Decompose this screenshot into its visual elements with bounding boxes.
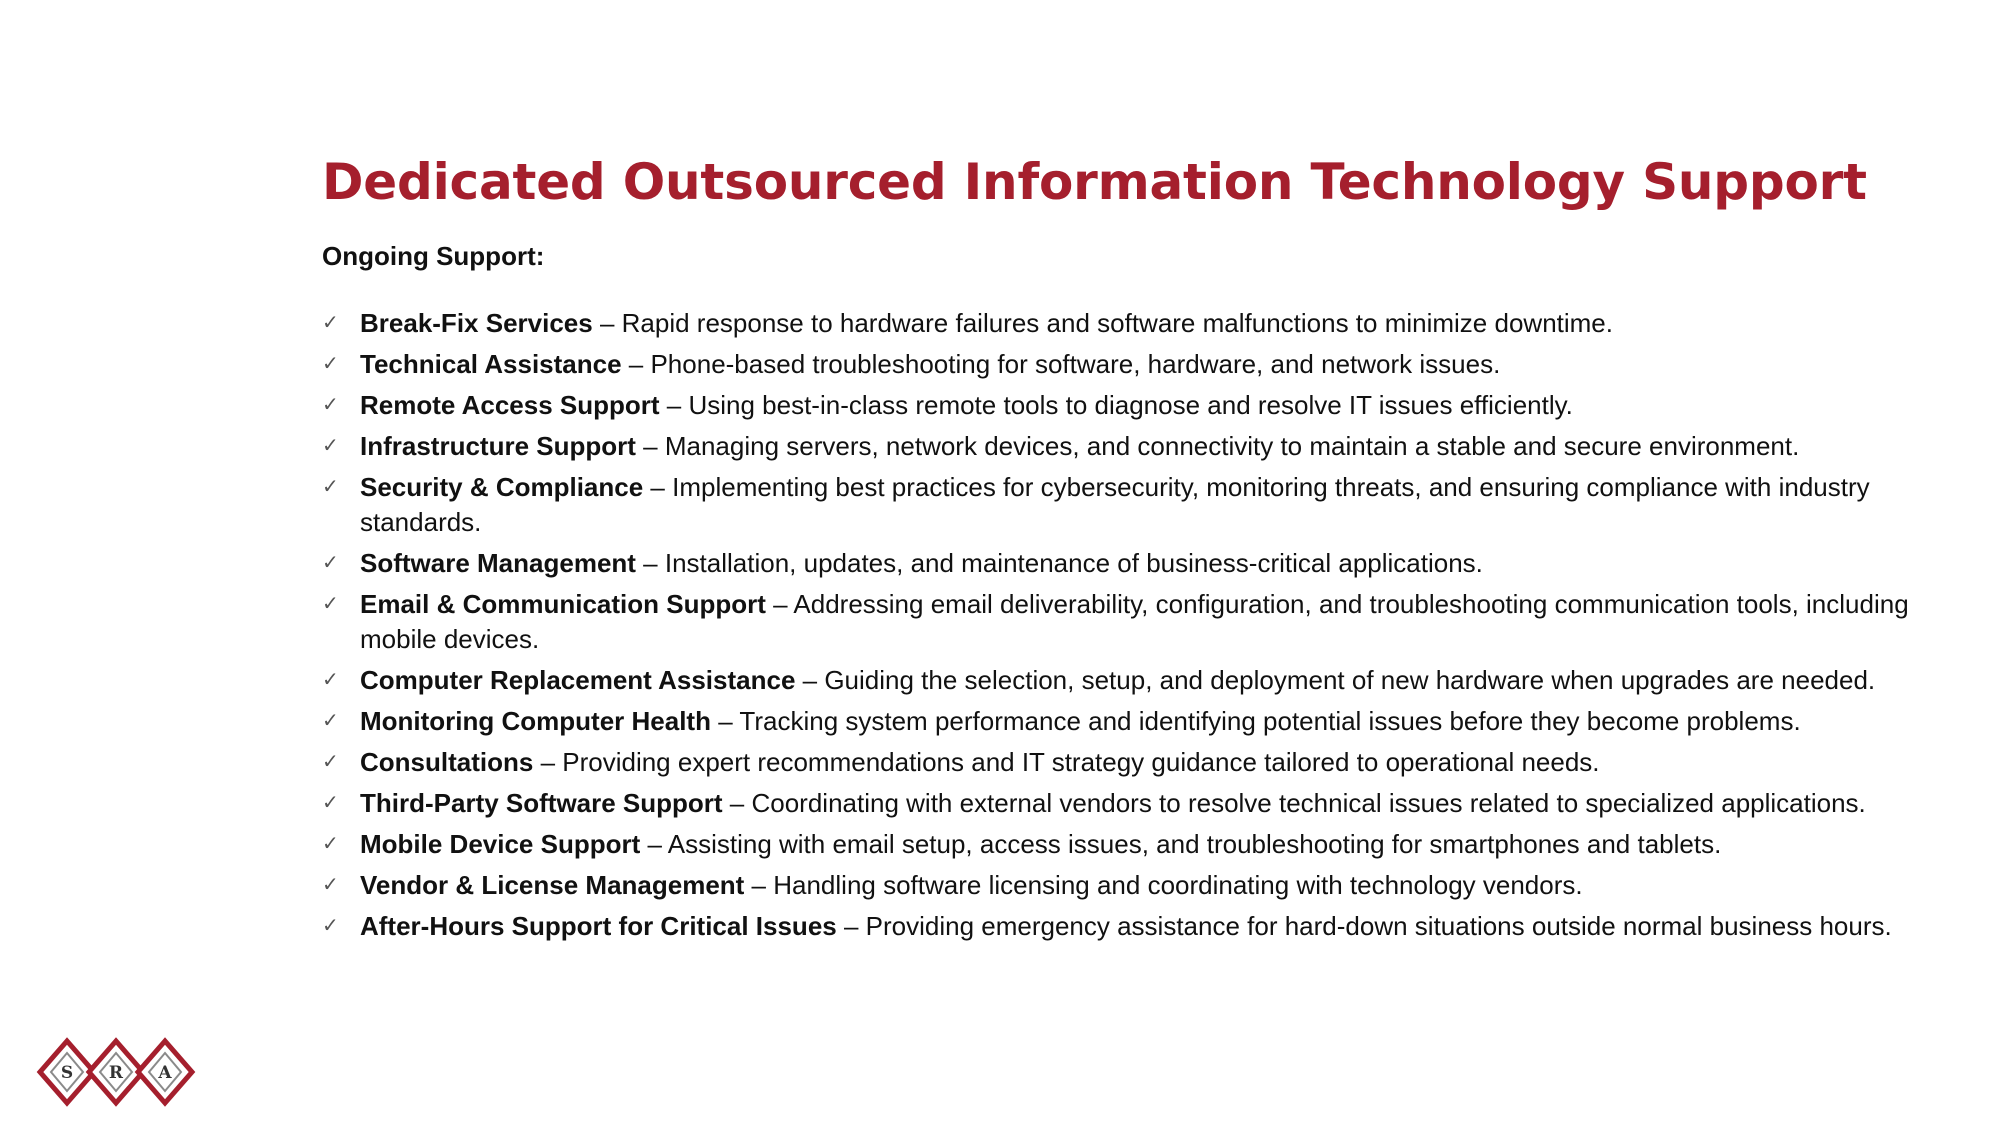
check-icon: ✓	[322, 593, 339, 615]
service-name: Software Management	[360, 548, 636, 578]
check-icon: ✓	[322, 915, 339, 937]
list-item	[322, 429, 1962, 464]
logo-letter: A	[158, 1063, 172, 1083]
check-icon: ✓	[322, 353, 339, 375]
list-item	[322, 388, 1962, 423]
sra-diamond-logo-icon	[36, 1036, 196, 1108]
check-icon: ✓	[322, 552, 339, 574]
logo-letter: S	[60, 1063, 74, 1083]
service-name: Third-Party Software Support	[360, 788, 723, 818]
check-icon: ✓	[322, 792, 339, 814]
support-services-list	[322, 306, 1962, 950]
service-description: – Assisting with email setup, access issues, and troubleshooting for smartphones and tablets.	[640, 829, 1722, 859]
check-icon: ✓	[322, 669, 339, 691]
check-icon: ✓	[322, 394, 339, 416]
check-icon: ✓	[322, 710, 339, 732]
check-icon: ✓	[322, 312, 339, 334]
list-item	[322, 868, 1962, 903]
service-name: Monitoring Computer Health	[360, 706, 711, 736]
service-name: Mobile Device Support	[360, 829, 641, 859]
service-name: Vendor & License Management	[360, 870, 745, 900]
check-icon: ✓	[322, 751, 339, 773]
check-icon: ✓	[322, 833, 339, 855]
service-description: – Phone-based troubleshooting for software, hardware, and network issues.	[621, 349, 1501, 379]
list-item	[322, 909, 1962, 944]
service-description: – Providing expert recommendations and IT strategy guidance tailored to operational needs.	[533, 747, 1600, 777]
list-item	[322, 827, 1962, 862]
service-name: After-Hours Support for Critical Issues	[360, 911, 837, 941]
service-description: – Installation, updates, and maintenance of business-critical applications.	[635, 548, 1483, 578]
list-item	[322, 663, 1962, 698]
service-description: – Handling software licensing and coordinating with technology vendors.	[744, 870, 1583, 900]
service-name: Remote Access Support	[360, 390, 660, 420]
check-icon: ✓	[322, 476, 339, 498]
service-description: – Providing emergency assistance for hard-down situations outside normal business hours.	[836, 911, 1892, 941]
service-description: – Tracking system performance and identifying potential issues before they become problems.	[710, 706, 1801, 736]
service-description: – Addressing email deliverability, configuration, and troubleshooting communication tools, including mobile devices.	[360, 589, 1909, 654]
service-description: – Guiding the selection, setup, and deployment of new hardware when upgrades are needed.	[795, 665, 1876, 695]
service-name: Security & Compliance	[360, 472, 644, 502]
page-title: Dedicated Outsourced Information Technology Support	[322, 153, 1867, 211]
service-name: Break-Fix Services	[360, 308, 593, 338]
list-item	[322, 704, 1962, 739]
list-item	[322, 745, 1962, 780]
service-name: Technical Assistance	[360, 349, 622, 379]
list-item	[322, 347, 1962, 382]
service-description: – Implementing best practices for cybersecurity, monitoring threats, and ensuring compliance with industry standards.	[360, 472, 1870, 537]
check-icon: ✓	[322, 874, 339, 896]
list-item	[322, 546, 1962, 581]
service-description: – Coordinating with external vendors to resolve technical issues related to specialized applications.	[722, 788, 1866, 818]
service-name: Consultations	[360, 747, 534, 777]
service-name: Email & Communication Support	[360, 589, 766, 619]
list-item	[322, 470, 1962, 540]
section-subtitle: Ongoing Support:	[322, 241, 545, 271]
service-name: Computer Replacement Assistance	[360, 665, 796, 695]
check-icon: ✓	[322, 435, 339, 457]
list-item	[322, 306, 1962, 341]
list-item	[322, 786, 1962, 821]
logo-letter: R	[108, 1063, 124, 1083]
service-description: – Rapid response to hardware failures and software malfunctions to minimize downtime.	[592, 308, 1613, 338]
service-description: – Managing servers, network devices, and connectivity to maintain a stable and secure environment.	[635, 431, 1800, 461]
list-item	[322, 587, 1962, 657]
service-description: – Using best-in-class remote tools to diagnose and resolve IT issues efficiently.	[659, 390, 1573, 420]
service-name: Infrastructure Support	[360, 431, 636, 461]
